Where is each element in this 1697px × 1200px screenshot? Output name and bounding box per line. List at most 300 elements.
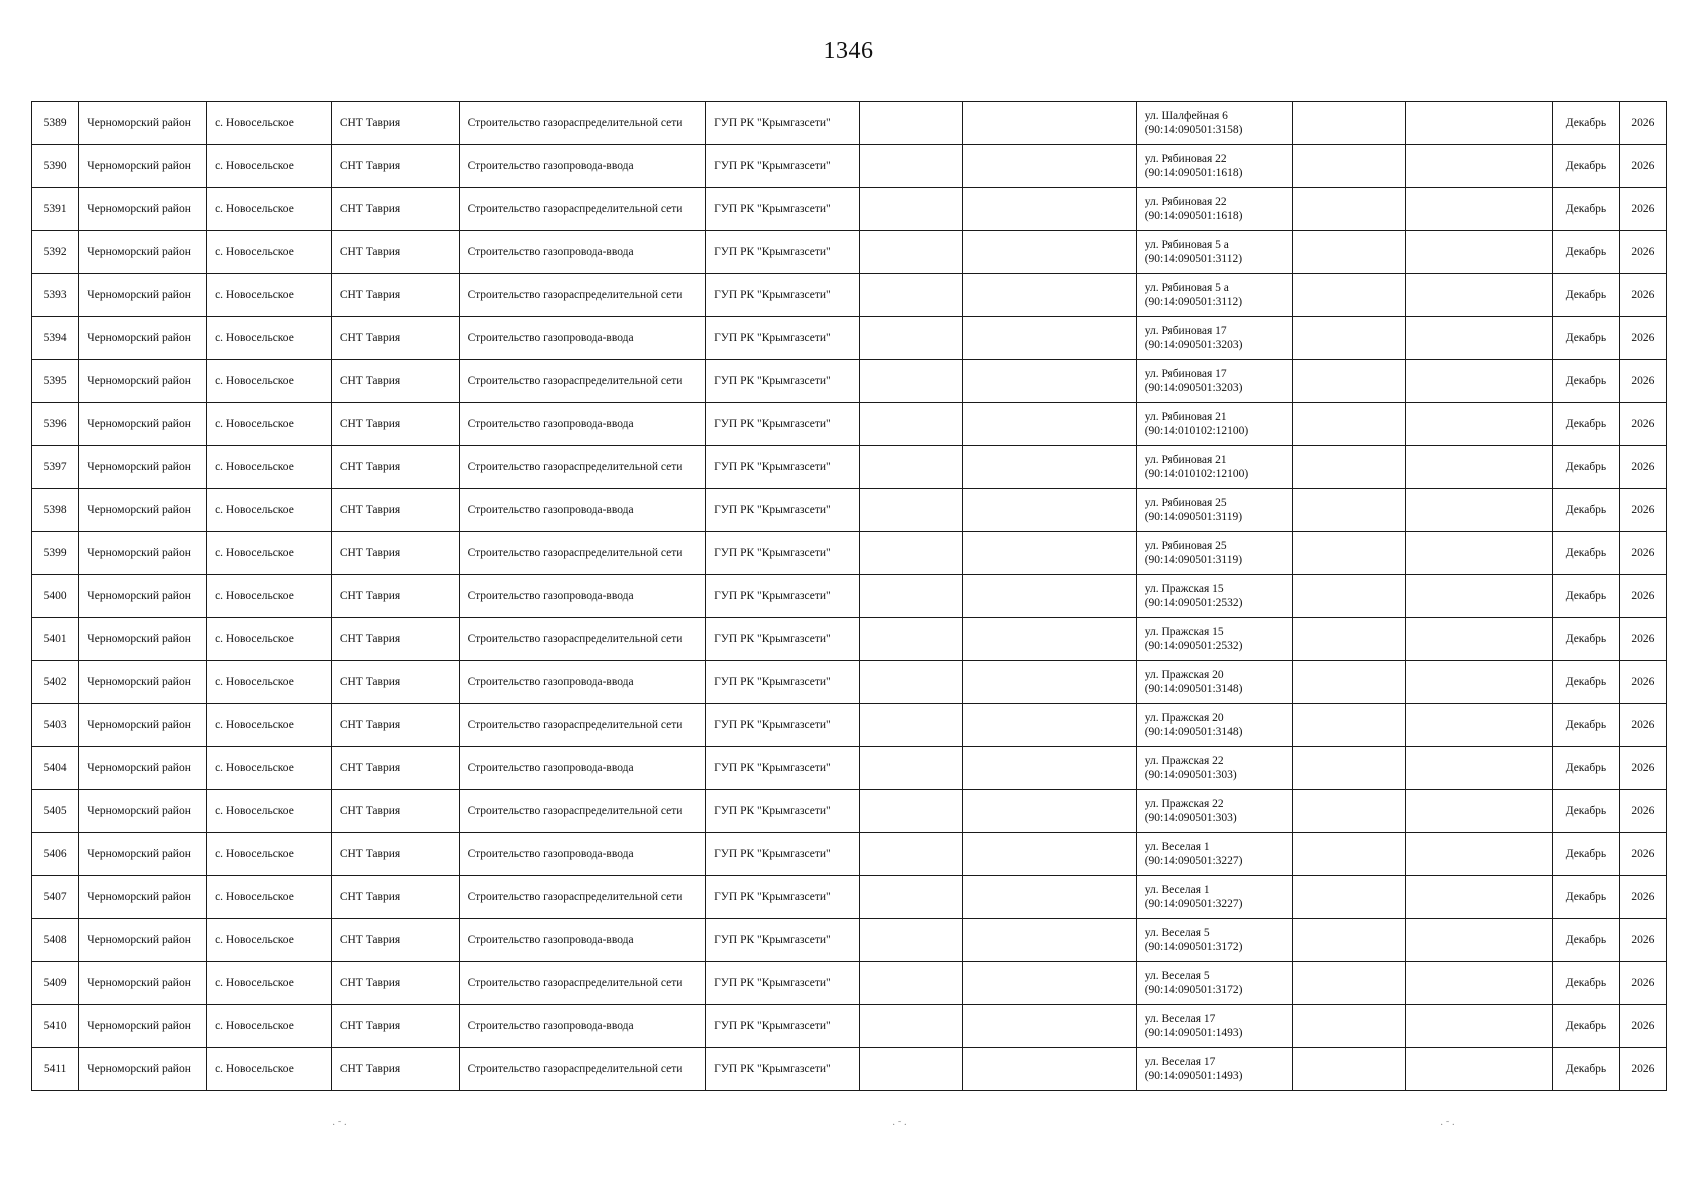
district-cell: Черноморский район — [79, 489, 207, 532]
work-type-cell: Строительство газораспределительной сети — [459, 876, 706, 919]
empty-cell — [962, 446, 1136, 489]
snt-cell: СНТ Таврия — [331, 1005, 459, 1048]
empty-cell — [1292, 489, 1406, 532]
empty-cell — [1406, 102, 1553, 145]
empty-cell — [860, 188, 963, 231]
empty-cell — [962, 231, 1136, 274]
address-cell — [1136, 1048, 1292, 1091]
register-table — [31, 101, 1667, 1091]
work-type-cell: Строительство газопровода-ввода — [459, 1005, 706, 1048]
organization-cell: ГУП РК "Крымгазсети" — [706, 446, 860, 489]
work-type-cell: Строительство газораспределительной сети — [459, 704, 706, 747]
month-cell: Декабрь — [1553, 489, 1619, 532]
cadastral-number: (90:14:010102:12100) — [1144, 425, 1249, 437]
organization-cell: ГУП РК "Крымгазсети" — [706, 962, 860, 1005]
year-cell: 2026 — [1619, 1005, 1666, 1048]
settlement-cell: с. Новосельское — [207, 1048, 332, 1091]
empty-cell — [860, 833, 963, 876]
scan-specks: · ˜ · · ˜ · · ˜ · — [332, 1120, 1455, 1131]
month-cell: Декабрь — [1553, 747, 1619, 790]
empty-cell — [1406, 360, 1553, 403]
empty-cell — [1292, 532, 1406, 575]
address-text: ул. Пражская 22 — [1144, 798, 1224, 810]
empty-cell — [1292, 747, 1406, 790]
year-cell: 2026 — [1619, 317, 1666, 360]
organization-cell: ГУП РК "Крымгазсети" — [706, 145, 860, 188]
empty-cell — [860, 231, 963, 274]
year-cell: 2026 — [1619, 532, 1666, 575]
month-cell: Декабрь — [1553, 704, 1619, 747]
table-row — [32, 446, 1667, 489]
address-text: ул. Рябиновая 22 — [1144, 153, 1227, 165]
empty-cell — [962, 360, 1136, 403]
row-number-cell: 5402 — [32, 661, 79, 704]
month-cell: Декабрь — [1553, 231, 1619, 274]
empty-cell — [962, 618, 1136, 661]
month-cell: Декабрь — [1553, 790, 1619, 833]
row-number-cell: 5394 — [32, 317, 79, 360]
address-cell — [1136, 188, 1292, 231]
empty-cell — [1292, 231, 1406, 274]
empty-cell — [962, 317, 1136, 360]
snt-cell: СНТ Таврия — [331, 532, 459, 575]
work-type-cell: Строительство газопровода-ввода — [459, 661, 706, 704]
table-row — [32, 317, 1667, 360]
organization-cell: ГУП РК "Крымгазсети" — [706, 532, 860, 575]
snt-cell: СНТ Таврия — [331, 317, 459, 360]
snt-cell: СНТ Таврия — [331, 145, 459, 188]
empty-cell — [962, 188, 1136, 231]
year-cell: 2026 — [1619, 575, 1666, 618]
row-number-cell: 5392 — [32, 231, 79, 274]
row-number-cell: 5407 — [32, 876, 79, 919]
cadastral-number: (90:14:090501:3203) — [1144, 382, 1243, 394]
empty-cell — [860, 919, 963, 962]
district-cell: Черноморский район — [79, 145, 207, 188]
cadastral-number: (90:14:090501:1618) — [1144, 167, 1243, 179]
work-type-cell: Строительство газопровода-ввода — [459, 919, 706, 962]
empty-cell — [1292, 188, 1406, 231]
work-type-cell: Строительство газопровода-ввода — [459, 575, 706, 618]
address-text: ул. Шалфейная 6 — [1144, 110, 1228, 122]
cadastral-number: (90:14:090501:3158) — [1144, 124, 1243, 136]
table-row — [32, 833, 1667, 876]
year-cell: 2026 — [1619, 618, 1666, 661]
settlement-cell: с. Новосельское — [207, 102, 332, 145]
month-cell: Декабрь — [1553, 317, 1619, 360]
empty-cell — [962, 661, 1136, 704]
month-cell: Декабрь — [1553, 833, 1619, 876]
address-cell — [1136, 919, 1292, 962]
month-cell: Декабрь — [1553, 403, 1619, 446]
work-type-cell: Строительство газораспределительной сети — [459, 360, 706, 403]
organization-cell: ГУП РК "Крымгазсети" — [706, 790, 860, 833]
empty-cell — [1292, 360, 1406, 403]
empty-cell — [1406, 489, 1553, 532]
snt-cell: СНТ Таврия — [331, 790, 459, 833]
empty-cell — [962, 962, 1136, 1005]
year-cell: 2026 — [1619, 1048, 1666, 1091]
district-cell: Черноморский район — [79, 747, 207, 790]
address-cell — [1136, 403, 1292, 446]
settlement-cell: с. Новосельское — [207, 403, 332, 446]
address-text: ул. Рябиновая 25 — [1144, 540, 1227, 552]
organization-cell: ГУП РК "Крымгазсети" — [706, 618, 860, 661]
cadastral-number: (90:14:090501:3203) — [1144, 339, 1243, 351]
month-cell: Декабрь — [1553, 446, 1619, 489]
empty-cell — [1406, 704, 1553, 747]
row-number-cell: 5399 — [32, 532, 79, 575]
address-cell — [1136, 317, 1292, 360]
organization-cell: ГУП РК "Крымгазсети" — [706, 489, 860, 532]
address-cell — [1136, 489, 1292, 532]
year-cell: 2026 — [1619, 188, 1666, 231]
organization-cell: ГУП РК "Крымгазсети" — [706, 575, 860, 618]
organization-cell: ГУП РК "Крымгазсети" — [706, 1048, 860, 1091]
empty-cell — [860, 618, 963, 661]
snt-cell: СНТ Таврия — [331, 876, 459, 919]
snt-cell: СНТ Таврия — [331, 231, 459, 274]
empty-cell — [1292, 704, 1406, 747]
district-cell: Черноморский район — [79, 790, 207, 833]
month-cell: Декабрь — [1553, 102, 1619, 145]
district-cell: Черноморский район — [79, 962, 207, 1005]
settlement-cell: с. Новосельское — [207, 618, 332, 661]
cadastral-number: (90:14:090501:2532) — [1144, 640, 1243, 652]
settlement-cell: с. Новосельское — [207, 575, 332, 618]
address-text: ул. Пражская 20 — [1144, 669, 1224, 681]
empty-cell — [1406, 231, 1553, 274]
address-text: ул. Рябиновая 21 — [1144, 454, 1227, 466]
snt-cell: СНТ Таврия — [331, 1048, 459, 1091]
cadastral-number: (90:14:090501:1618) — [1144, 210, 1243, 222]
cadastral-number: (90:14:010102:12100) — [1144, 468, 1249, 480]
month-cell: Декабрь — [1553, 1005, 1619, 1048]
row-number-cell: 5411 — [32, 1048, 79, 1091]
empty-cell — [1406, 919, 1553, 962]
snt-cell: СНТ Таврия — [331, 833, 459, 876]
work-type-cell: Строительство газопровода-ввода — [459, 403, 706, 446]
settlement-cell: с. Новосельское — [207, 360, 332, 403]
year-cell: 2026 — [1619, 790, 1666, 833]
organization-cell: ГУП РК "Крымгазсети" — [706, 231, 860, 274]
table-row — [32, 919, 1667, 962]
empty-cell — [962, 489, 1136, 532]
address-cell — [1136, 145, 1292, 188]
empty-cell — [1292, 962, 1406, 1005]
year-cell: 2026 — [1619, 102, 1666, 145]
settlement-cell: с. Новосельское — [207, 489, 332, 532]
empty-cell — [860, 532, 963, 575]
month-cell: Декабрь — [1553, 575, 1619, 618]
settlement-cell: с. Новосельское — [207, 661, 332, 704]
work-type-cell: Строительство газораспределительной сети — [459, 618, 706, 661]
snt-cell: СНТ Таврия — [331, 661, 459, 704]
address-cell — [1136, 962, 1292, 1005]
district-cell: Черноморский район — [79, 618, 207, 661]
cadastral-number: (90:14:090501:303) — [1144, 812, 1237, 824]
settlement-cell: с. Новосельское — [207, 876, 332, 919]
work-type-cell: Строительство газораспределительной сети — [459, 102, 706, 145]
year-cell: 2026 — [1619, 489, 1666, 532]
table-row — [32, 661, 1667, 704]
address-text: ул. Пражская 15 — [1144, 583, 1224, 595]
empty-cell — [1406, 403, 1553, 446]
address-text: ул. Рябиновая 5 а — [1144, 239, 1229, 251]
empty-cell — [962, 102, 1136, 145]
empty-cell — [1406, 1005, 1553, 1048]
empty-cell — [962, 833, 1136, 876]
work-type-cell: Строительство газопровода-ввода — [459, 317, 706, 360]
address-cell — [1136, 102, 1292, 145]
row-number-cell: 5397 — [32, 446, 79, 489]
district-cell: Черноморский район — [79, 833, 207, 876]
district-cell: Черноморский район — [79, 446, 207, 489]
month-cell: Декабрь — [1553, 1048, 1619, 1091]
work-type-cell: Строительство газораспределительной сети — [459, 1048, 706, 1091]
cadastral-number: (90:14:090501:3227) — [1144, 898, 1243, 910]
table-row — [32, 532, 1667, 575]
month-cell: Декабрь — [1553, 532, 1619, 575]
month-cell: Декабрь — [1553, 145, 1619, 188]
table-row — [32, 747, 1667, 790]
settlement-cell: с. Новосельское — [207, 833, 332, 876]
empty-cell — [1292, 618, 1406, 661]
settlement-cell: с. Новосельское — [207, 446, 332, 489]
table-row — [32, 876, 1667, 919]
work-type-cell: Строительство газораспределительной сети — [459, 962, 706, 1005]
row-number-cell: 5389 — [32, 102, 79, 145]
empty-cell — [962, 790, 1136, 833]
organization-cell: ГУП РК "Крымгазсети" — [706, 661, 860, 704]
table-row — [32, 1048, 1667, 1091]
empty-cell — [860, 102, 963, 145]
address-cell — [1136, 704, 1292, 747]
district-cell: Черноморский район — [79, 704, 207, 747]
organization-cell: ГУП РК "Крымгазсети" — [706, 188, 860, 231]
row-number-cell: 5400 — [32, 575, 79, 618]
month-cell: Декабрь — [1553, 962, 1619, 1005]
row-number-cell: 5393 — [32, 274, 79, 317]
address-cell — [1136, 1005, 1292, 1048]
address-text: ул. Пражская 22 — [1144, 755, 1224, 767]
empty-cell — [1406, 145, 1553, 188]
snt-cell: СНТ Таврия — [331, 618, 459, 661]
empty-cell — [962, 575, 1136, 618]
empty-cell — [962, 403, 1136, 446]
address-text: ул. Веселая 5 — [1144, 927, 1210, 939]
empty-cell — [1292, 833, 1406, 876]
empty-cell — [962, 919, 1136, 962]
settlement-cell: с. Новосельское — [207, 188, 332, 231]
cadastral-number: (90:14:090501:3227) — [1144, 855, 1243, 867]
table-row — [32, 403, 1667, 446]
organization-cell: ГУП РК "Крымгазсети" — [706, 919, 860, 962]
year-cell: 2026 — [1619, 145, 1666, 188]
empty-cell — [962, 1005, 1136, 1048]
empty-cell — [962, 876, 1136, 919]
address-cell — [1136, 833, 1292, 876]
work-type-cell: Строительство газораспределительной сети — [459, 188, 706, 231]
settlement-cell: с. Новосельское — [207, 919, 332, 962]
cadastral-number: (90:14:090501:3148) — [1144, 683, 1243, 695]
empty-cell — [860, 790, 963, 833]
table-row — [32, 962, 1667, 1005]
row-number-cell: 5404 — [32, 747, 79, 790]
year-cell: 2026 — [1619, 747, 1666, 790]
empty-cell — [1406, 962, 1553, 1005]
address-text: ул. Веселая 5 — [1144, 970, 1210, 982]
district-cell: Черноморский район — [79, 661, 207, 704]
empty-cell — [962, 274, 1136, 317]
district-cell: Черноморский район — [79, 403, 207, 446]
address-cell — [1136, 231, 1292, 274]
district-cell: Черноморский район — [79, 575, 207, 618]
row-number-cell: 5401 — [32, 618, 79, 661]
empty-cell — [962, 532, 1136, 575]
empty-cell — [1406, 532, 1553, 575]
empty-cell — [1292, 876, 1406, 919]
empty-cell — [860, 446, 963, 489]
cadastral-number: (90:14:090501:3119) — [1144, 511, 1243, 523]
empty-cell — [1406, 790, 1553, 833]
table-row — [32, 1005, 1667, 1048]
settlement-cell: с. Новосельское — [207, 962, 332, 1005]
month-cell: Декабрь — [1553, 360, 1619, 403]
empty-cell — [1292, 403, 1406, 446]
cadastral-number: (90:14:090501:1493) — [1144, 1070, 1243, 1082]
snt-cell: СНТ Таврия — [331, 747, 459, 790]
organization-cell: ГУП РК "Крымгазсети" — [706, 833, 860, 876]
cadastral-number: (90:14:090501:3119) — [1144, 554, 1243, 566]
cadastral-number: (90:14:090501:3112) — [1144, 296, 1243, 308]
address-cell — [1136, 747, 1292, 790]
address-cell — [1136, 618, 1292, 661]
empty-cell — [1292, 1048, 1406, 1091]
empty-cell — [1292, 575, 1406, 618]
month-cell: Декабрь — [1553, 274, 1619, 317]
empty-cell — [860, 747, 963, 790]
empty-cell — [1292, 317, 1406, 360]
empty-cell — [860, 661, 963, 704]
cadastral-number: (90:14:090501:1493) — [1144, 1027, 1243, 1039]
empty-cell — [860, 360, 963, 403]
organization-cell: ГУП РК "Крымгазсети" — [706, 704, 860, 747]
empty-cell — [1406, 876, 1553, 919]
district-cell: Черноморский район — [79, 360, 207, 403]
row-number-cell: 5408 — [32, 919, 79, 962]
work-type-cell: Строительство газораспределительной сети — [459, 446, 706, 489]
snt-cell: СНТ Таврия — [331, 575, 459, 618]
month-cell: Декабрь — [1553, 188, 1619, 231]
snt-cell: СНТ Таврия — [331, 919, 459, 962]
empty-cell — [1406, 188, 1553, 231]
address-text: ул. Пражская 15 — [1144, 626, 1224, 638]
empty-cell — [860, 962, 963, 1005]
year-cell: 2026 — [1619, 962, 1666, 1005]
empty-cell — [1406, 317, 1553, 360]
year-cell: 2026 — [1619, 919, 1666, 962]
address-text: ул. Рябиновая 21 — [1144, 411, 1227, 423]
district-cell: Черноморский район — [79, 1005, 207, 1048]
snt-cell: СНТ Таврия — [331, 274, 459, 317]
organization-cell: ГУП РК "Крымгазсети" — [706, 747, 860, 790]
address-text: ул. Рябиновая 17 — [1144, 325, 1227, 337]
row-number-cell: 5390 — [32, 145, 79, 188]
year-cell: 2026 — [1619, 446, 1666, 489]
settlement-cell: с. Новосельское — [207, 532, 332, 575]
snt-cell: СНТ Таврия — [331, 446, 459, 489]
table-row — [32, 145, 1667, 188]
empty-cell — [860, 575, 963, 618]
row-number-cell: 5395 — [32, 360, 79, 403]
settlement-cell: с. Новосельское — [207, 1005, 332, 1048]
address-cell — [1136, 876, 1292, 919]
work-type-cell: Строительство газораспределительной сети — [459, 790, 706, 833]
row-number-cell: 5410 — [32, 1005, 79, 1048]
cadastral-number: (90:14:090501:3172) — [1144, 984, 1243, 996]
empty-cell — [1406, 274, 1553, 317]
table-row — [32, 102, 1667, 145]
settlement-cell: с. Новосельское — [207, 747, 332, 790]
empty-cell — [1292, 661, 1406, 704]
empty-cell — [860, 489, 963, 532]
register-rows — [32, 102, 1667, 1091]
year-cell: 2026 — [1619, 360, 1666, 403]
snt-cell: СНТ Таврия — [331, 704, 459, 747]
snt-cell: СНТ Таврия — [331, 102, 459, 145]
year-cell: 2026 — [1619, 661, 1666, 704]
row-number-cell: 5409 — [32, 962, 79, 1005]
snt-cell: СНТ Таврия — [331, 360, 459, 403]
work-type-cell: Строительство газораспределительной сети — [459, 532, 706, 575]
settlement-cell: с. Новосельское — [207, 790, 332, 833]
cadastral-number: (90:14:090501:2532) — [1144, 597, 1243, 609]
row-number-cell: 5406 — [32, 833, 79, 876]
work-type-cell: Строительство газопровода-ввода — [459, 833, 706, 876]
row-number-cell: 5398 — [32, 489, 79, 532]
address-cell — [1136, 532, 1292, 575]
settlement-cell: с. Новосельское — [207, 231, 332, 274]
empty-cell — [860, 274, 963, 317]
table-row — [32, 231, 1667, 274]
address-text: ул. Веселая 17 — [1144, 1013, 1216, 1025]
month-cell: Декабрь — [1553, 876, 1619, 919]
address-cell — [1136, 274, 1292, 317]
address-cell — [1136, 661, 1292, 704]
table-row — [32, 274, 1667, 317]
empty-cell — [860, 145, 963, 188]
empty-cell — [1406, 661, 1553, 704]
table-row — [32, 575, 1667, 618]
table-row — [32, 618, 1667, 661]
address-text: ул. Пражская 20 — [1144, 712, 1224, 724]
address-cell — [1136, 446, 1292, 489]
year-cell: 2026 — [1619, 876, 1666, 919]
empty-cell — [860, 704, 963, 747]
district-cell: Черноморский район — [79, 1048, 207, 1091]
cadastral-number: (90:14:090501:3112) — [1144, 253, 1243, 265]
address-text: ул. Рябиновая 22 — [1144, 196, 1227, 208]
organization-cell: ГУП РК "Крымгазсети" — [706, 403, 860, 446]
year-cell: 2026 — [1619, 403, 1666, 446]
empty-cell — [860, 1048, 963, 1091]
work-type-cell: Строительство газопровода-ввода — [459, 489, 706, 532]
snt-cell: СНТ Таврия — [331, 403, 459, 446]
work-type-cell: Строительство газопровода-ввода — [459, 231, 706, 274]
cadastral-number: (90:14:090501:3172) — [1144, 941, 1243, 953]
empty-cell — [1406, 1048, 1553, 1091]
